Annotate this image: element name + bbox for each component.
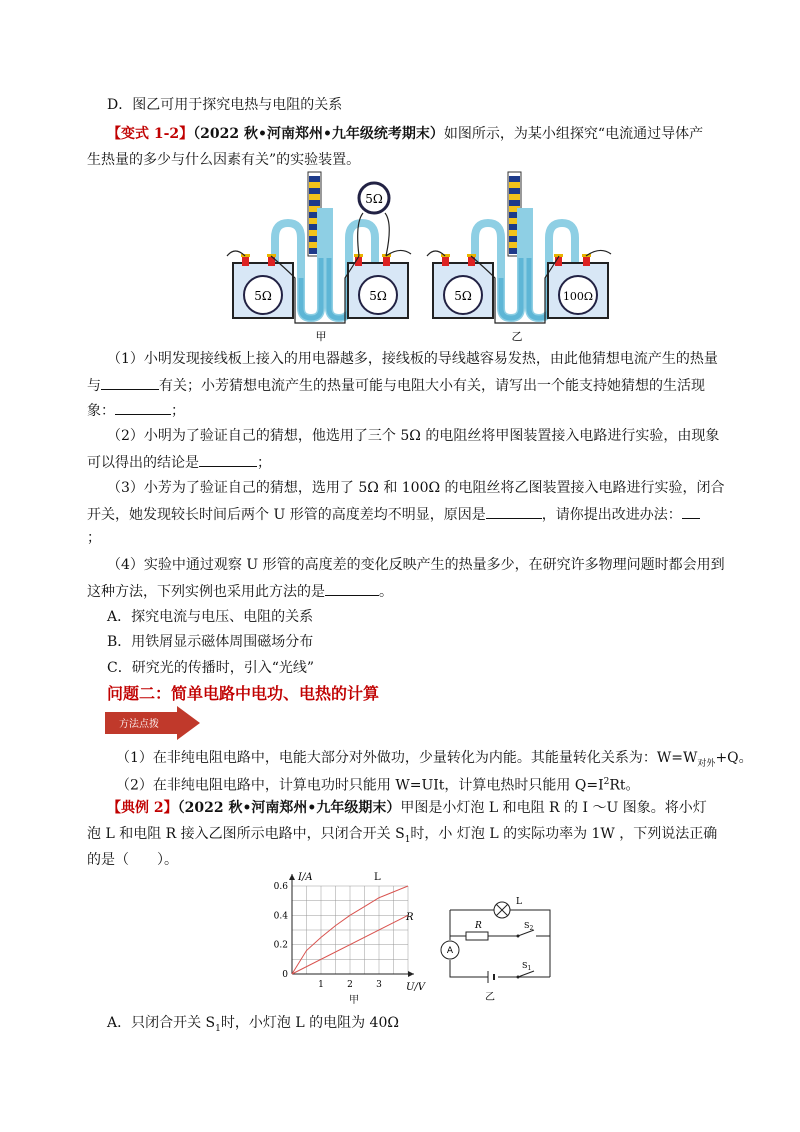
- x-tick-label: 1: [318, 980, 324, 990]
- q3-line1: （3）小芳为了验证自己的猜想，选用了 5Ω 和 100Ω 的电阻丝将乙图装置接入电路进行实验，闭合: [107, 480, 725, 496]
- blank-3[interactable]: [199, 452, 257, 467]
- variant-source: （2022 秋•河南郑州•九年级统考期末）: [193, 126, 444, 142]
- y-axis-label: I/A: [298, 872, 313, 883]
- apparatus-yi: [427, 172, 611, 323]
- yi-right-resistance: 100Ω: [562, 290, 594, 303]
- chart-grid: [292, 886, 408, 974]
- option-d: D．图乙可用于探究电热与电阻的关系: [107, 97, 343, 113]
- circuit-diagram: [432, 892, 562, 1004]
- blank-4[interactable]: [486, 504, 542, 519]
- y-tick-label: 0.4: [273, 911, 288, 922]
- variant-tag: 【变式 1-2】: [107, 126, 194, 142]
- example-header: [107, 798, 707, 818]
- variant-text-2: 生热量的多少与什么因素有关”的实验装置。: [87, 152, 361, 168]
- curve-r-label: R: [406, 912, 414, 923]
- blank-1[interactable]: [101, 375, 159, 390]
- caption-jia: 甲: [315, 330, 327, 343]
- x-axis-label: U/V: [406, 982, 426, 993]
- example-text: 甲图是小灯泡 L 和电阻 R 的 I ～U 图象。将小灯: [400, 800, 707, 816]
- choice-a: A．探究电流与电压、电阻的关系: [107, 609, 314, 625]
- ammeter-label: A: [446, 946, 454, 956]
- y-tick-label: 0.2: [273, 940, 288, 951]
- lamp-label: L: [516, 897, 522, 907]
- choice-c: C．研究光的传播时，引入“光线”: [107, 660, 315, 676]
- curve-l-label: L: [374, 872, 381, 883]
- method-line2: （2）在非纯电阻电路中，计算电功时只能用 W=UIt，计算电热时只能用 $Q=I^2Rt$。: [116, 777, 640, 794]
- resistor-symbol: [466, 932, 488, 940]
- chart-axes: [289, 874, 414, 977]
- example-source: （2022 秋•河南郑州•九年级期末）: [177, 800, 401, 816]
- circuit-caption-yi: 乙: [485, 992, 495, 1003]
- caption-yi: 乙: [511, 330, 523, 343]
- q4-line1: （4）实验中通过观察 U 形管的高度差的变化反映产生的热量多少，在研究许多物理问题时都会用到: [107, 557, 725, 573]
- x-tick-label: 2: [347, 980, 353, 990]
- q1-line2: 与 有关；小芳猜想电流产生的热量可能与电阻大小有关，请写出一个能支持她猜想的生活现: [87, 375, 705, 396]
- resistor-label: R: [475, 921, 482, 931]
- variant-text: 如图所示，为某小组探究“电流通过导体产: [443, 126, 704, 142]
- x-tick-label: 3: [376, 980, 382, 990]
- jia-left-resistance: 5Ω: [254, 289, 272, 303]
- answer-a: A．只闭合开关 $S_1$时，小灯泡 L 的电阻为 40Ω: [107, 1015, 399, 1034]
- y-tick-label: 0: [282, 970, 288, 980]
- section-title: 问题二：简单电路中电功、电热的计算: [107, 684, 380, 703]
- method-banner: [105, 706, 201, 740]
- q1-line3: 象： ；: [87, 400, 185, 421]
- example-tag: 【典例 2】: [107, 800, 178, 816]
- chart-caption-jia: 甲: [349, 995, 359, 1006]
- example-text-3: 的是（ ）。: [87, 852, 178, 868]
- q3-line2: 开关，她发现较长时间后两个 U 形管的高度差均不明显，原因是 ，请你提出改进办法：: [87, 504, 700, 525]
- example-text-2: 泡 L 和电阻 R 接入乙图所示电路中，只闭合开关 $S_1$时，小 灯泡 L 的实际功率为 1W ，下列说法正确: [87, 826, 718, 845]
- blank-5[interactable]: [682, 504, 700, 519]
- u-tube-apparatus-figure: [225, 168, 605, 346]
- yi-left-resistance: 5Ω: [454, 289, 472, 303]
- lamp-symbol: [494, 902, 510, 918]
- switch-s2-label: $S_2$: [524, 921, 534, 932]
- variant-header: [107, 124, 703, 144]
- y-tick-label: 0.6: [273, 882, 288, 892]
- q3-line3: ；: [87, 530, 101, 546]
- switch-s1-label: $S_1$: [522, 961, 532, 972]
- method-label: 方法点拨: [119, 719, 159, 730]
- q2-line2: 可以得出的结论是 ；: [87, 452, 271, 473]
- q2-line1: （2）小明为了验证自己的猜想，他选用了三个 5Ω 的电阻丝将甲图装置接入电路进行实验，由现象: [107, 428, 720, 444]
- q1-line1: （1）小明发现接线板上接入的用电器越多，接线板的导线越容易发热，由此他猜想电流产生的热量: [107, 351, 718, 367]
- blank-6[interactable]: [325, 581, 379, 596]
- method-line1: （1）在非纯电阻电路中，电能大部分对外做功，少量转化为内能。其能量转化关系为：$W=W_{对外}+Q$。: [116, 750, 753, 769]
- blank-2[interactable]: [115, 400, 171, 415]
- jia-right-resistance: 5Ω: [369, 289, 387, 303]
- apparatus-jia: [227, 172, 411, 323]
- top-resistor-label: 5Ω: [365, 192, 383, 206]
- q4-line2: 这种方法，下列实例也采用此方法的是 。: [87, 581, 393, 602]
- iu-chart: [268, 866, 426, 1008]
- choice-b: B．用铁屑显示磁体周围磁场分布: [107, 634, 314, 650]
